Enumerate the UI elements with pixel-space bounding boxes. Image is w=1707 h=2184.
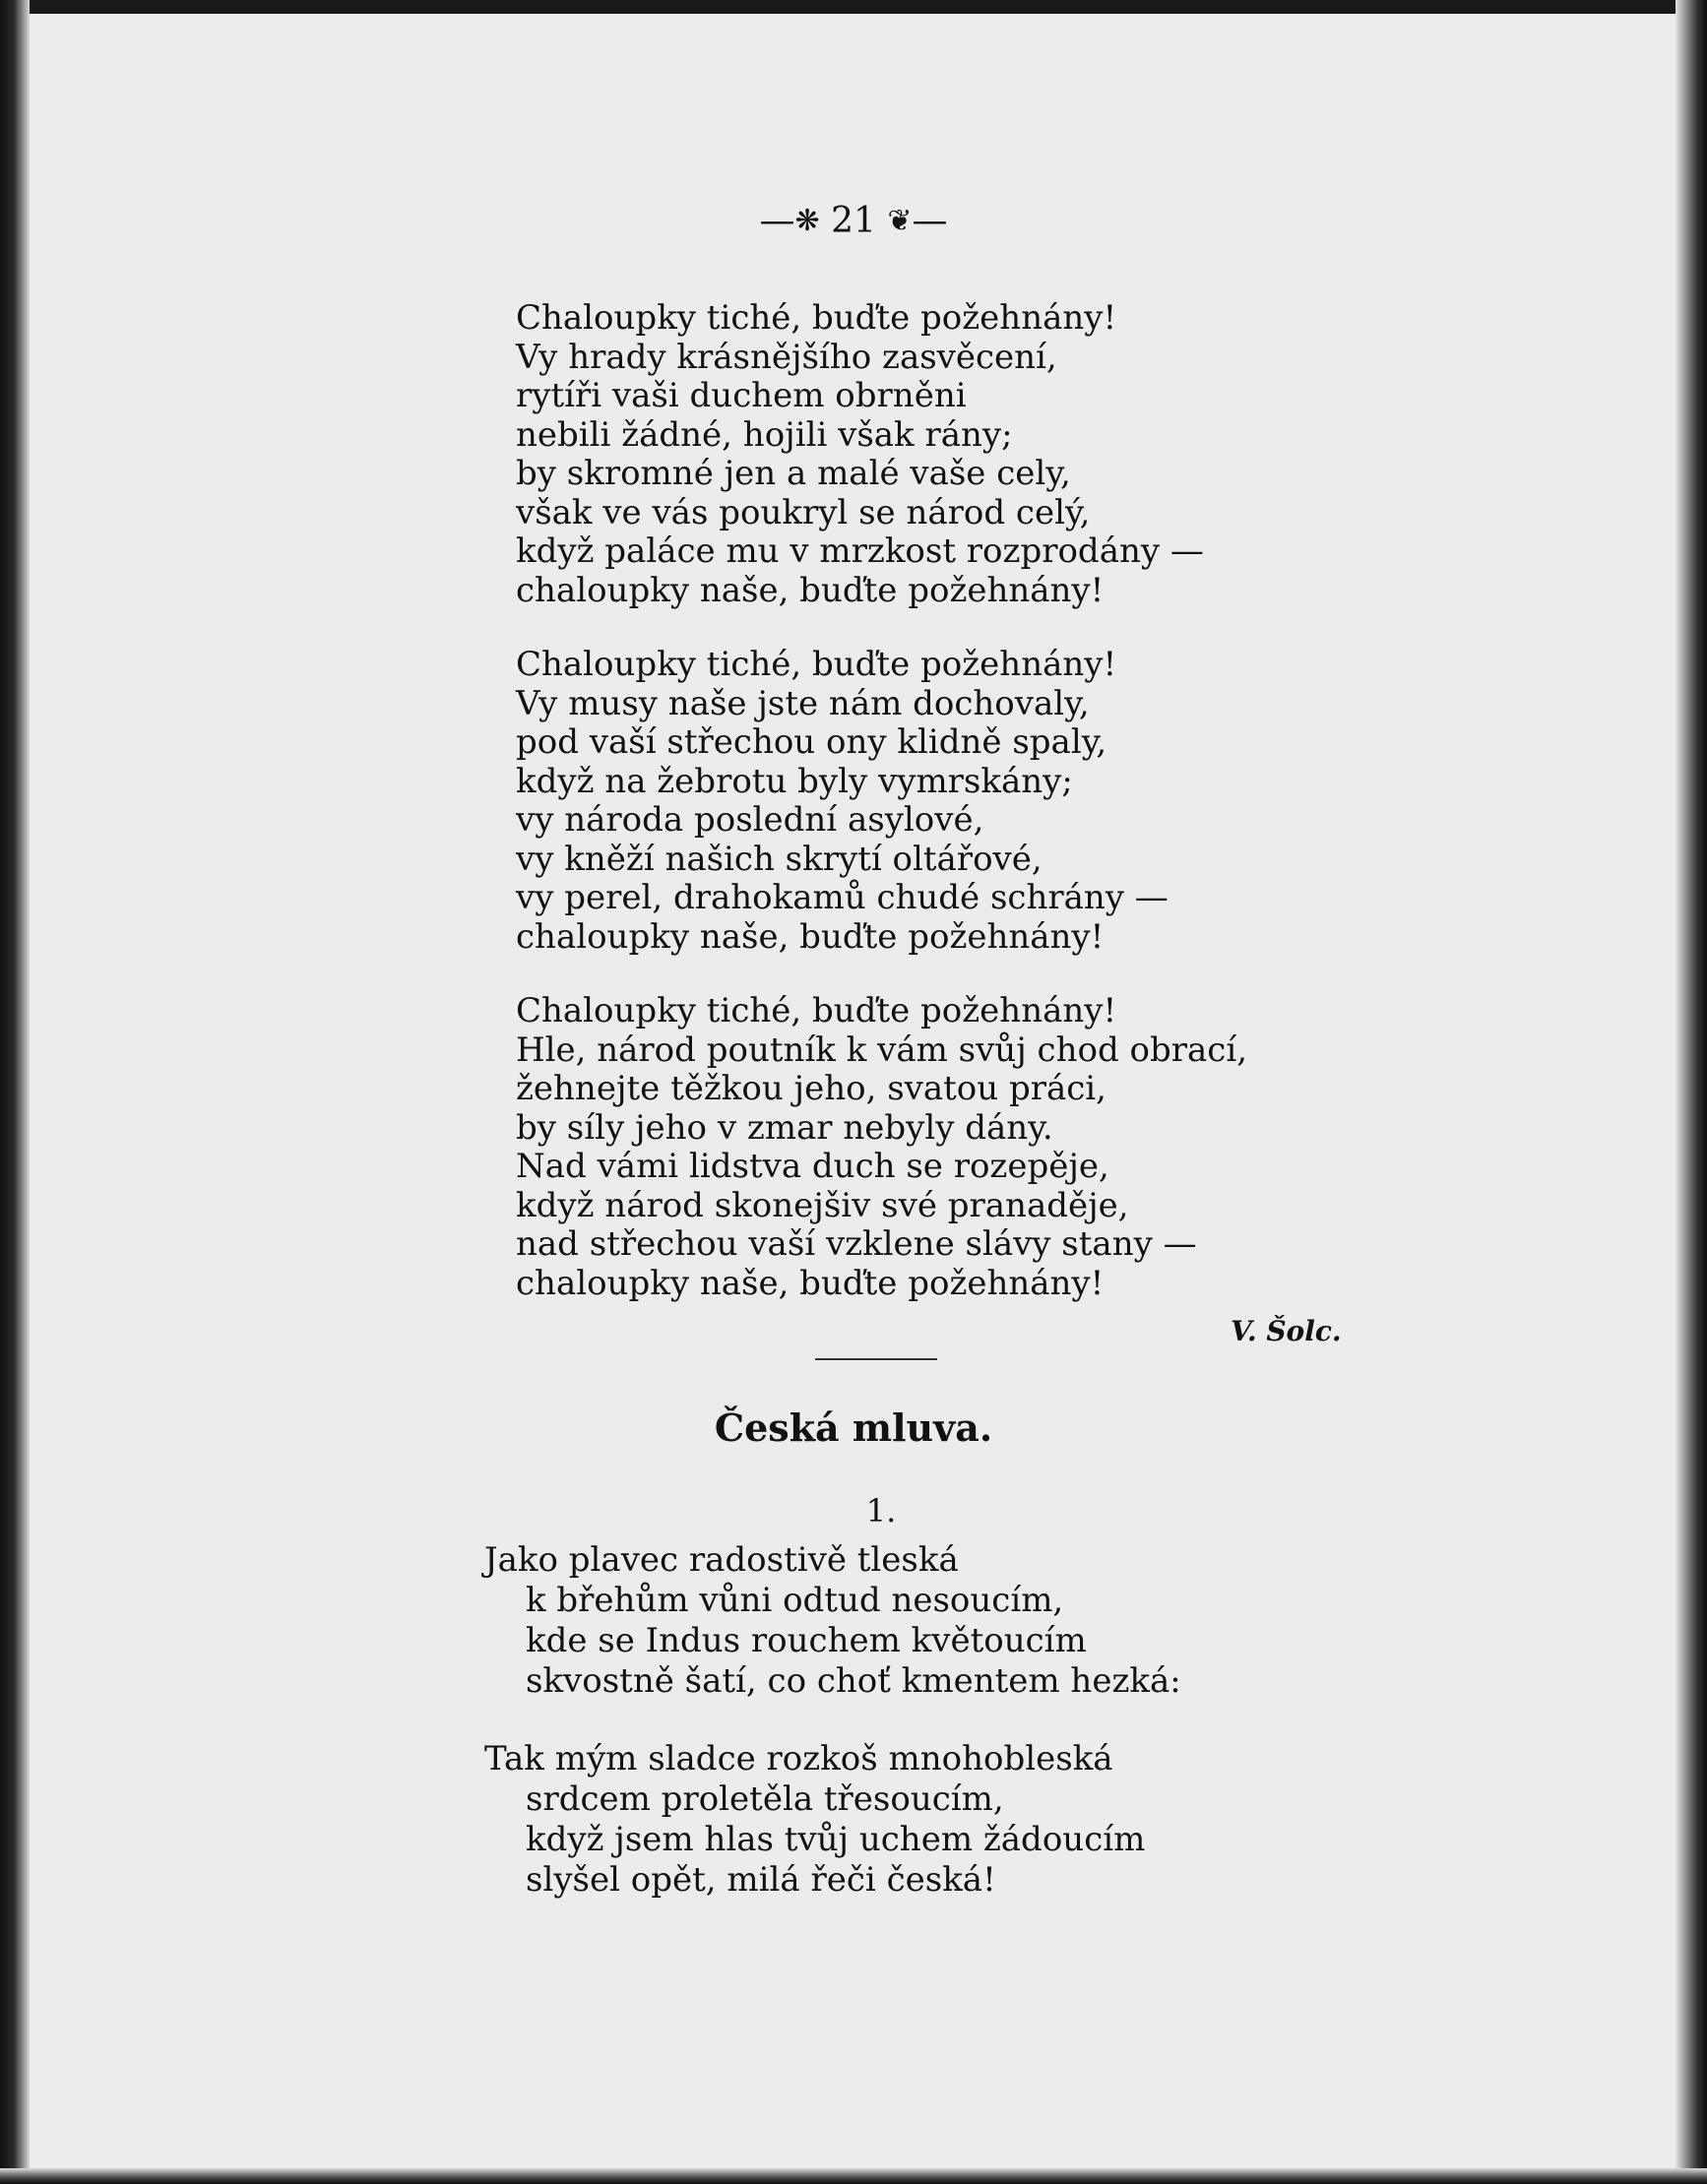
verse-line: by síly jeho v zmar nebyly dány. <box>516 1107 1053 1148</box>
verse-line: kde se Indus rouchem květoucím <box>526 1621 1087 1660</box>
verse-line: Chaloupky tiché, buďte požehnány! <box>516 645 1117 684</box>
verse-line: vy perel, drahokamů chudé schrány — <box>516 878 1169 917</box>
verse-line: když na žebrotu byly vymrskány; <box>516 761 1073 801</box>
poem2-stanza-2 <box>484 1740 1145 1902</box>
verse-line: však ve vás poukryl se národ celý, <box>516 492 1091 532</box>
verse-line: když jsem hlas tvůj uchem žádoucím <box>526 1820 1146 1859</box>
verse-line: Chaloupky tiché, buďte požehnány! <box>516 298 1117 338</box>
verse-line: pod vaší střechou ony klidně spaly, <box>516 722 1107 762</box>
poem2-stanza-1 <box>484 1541 1181 1703</box>
verse-line: chaloupky naše, buďte požehnány! <box>516 916 1105 957</box>
verse-line: by skromné jen a malé vaše cely, <box>516 454 1071 493</box>
section-divider <box>815 1358 937 1360</box>
verse-line: když paláce mu v mrzkost rozprodány — <box>516 531 1204 571</box>
verse-line: rytíři vaši duchem obrněni <box>516 376 967 415</box>
page-header <box>0 201 1707 241</box>
poem1-stanza-2 <box>516 646 1169 957</box>
poem-author: V. Šolc. <box>1231 1315 1342 1347</box>
verse-line: chaloupky naše, buďte požehnány! <box>516 1263 1105 1303</box>
verse-line: slyšel opět, milá řeči česká! <box>526 1860 996 1900</box>
verse-line: Jako plavec radostivě tleská <box>484 1540 959 1580</box>
header-dash-right: — <box>912 201 948 241</box>
poem1-stanza-1 <box>516 299 1204 610</box>
verse-line: Vy hrady krásnějšího zasvěcení, <box>516 337 1057 377</box>
page-number: 21 <box>831 201 876 241</box>
verse-line: vy kněží našich skrytí oltářové, <box>516 839 1043 879</box>
verse-line: Chaloupky tiché, buďte požehnány! <box>516 991 1117 1030</box>
verse-line: žehnejte těžkou jeho, svatou práci, <box>516 1069 1106 1108</box>
poem1-stanza-3 <box>516 992 1247 1303</box>
verse-line: chaloupky naše, buďte požehnány! <box>516 570 1105 610</box>
verse-line: Tak mým sladce rozkoš mnohobleská <box>484 1739 1113 1778</box>
ornament-right-icon: ❦ <box>887 204 913 238</box>
header-dash-left: — <box>759 201 795 241</box>
section-number: 1. <box>865 1492 897 1529</box>
page-right-shadow <box>1675 0 1707 2184</box>
verse-line: srdcem proletěla třesoucím, <box>526 1779 1004 1819</box>
verse-line: nad střechou vaší vzklene slávy stany — <box>516 1224 1197 1264</box>
verse-line: nebili žádné, hojili však rány; <box>516 414 1013 455</box>
verse-line: Nad vámi lidstva duch se rozepěje, <box>516 1147 1109 1186</box>
page-bottom-shadow <box>0 2168 1707 2184</box>
verse-line: když národ skonejšiv své pranaděje, <box>516 1185 1129 1225</box>
verse-line: skvostně šatí, co choť kmentem hezká: <box>526 1661 1181 1701</box>
ornament-left-icon: ❋ <box>794 204 820 238</box>
verse-line: vy národa poslední asylové, <box>516 800 984 840</box>
verse-line: Hle, národ poutník k vám svůj chod obrací, <box>516 1030 1248 1070</box>
verse-line: k břehům vůni odtud nesoucím, <box>526 1581 1064 1620</box>
page-left-shadow <box>0 0 30 2184</box>
verse-line: Vy musy naše jste nám dochovaly, <box>516 683 1090 723</box>
poem-title: Česká mluva. <box>714 1405 993 1450</box>
